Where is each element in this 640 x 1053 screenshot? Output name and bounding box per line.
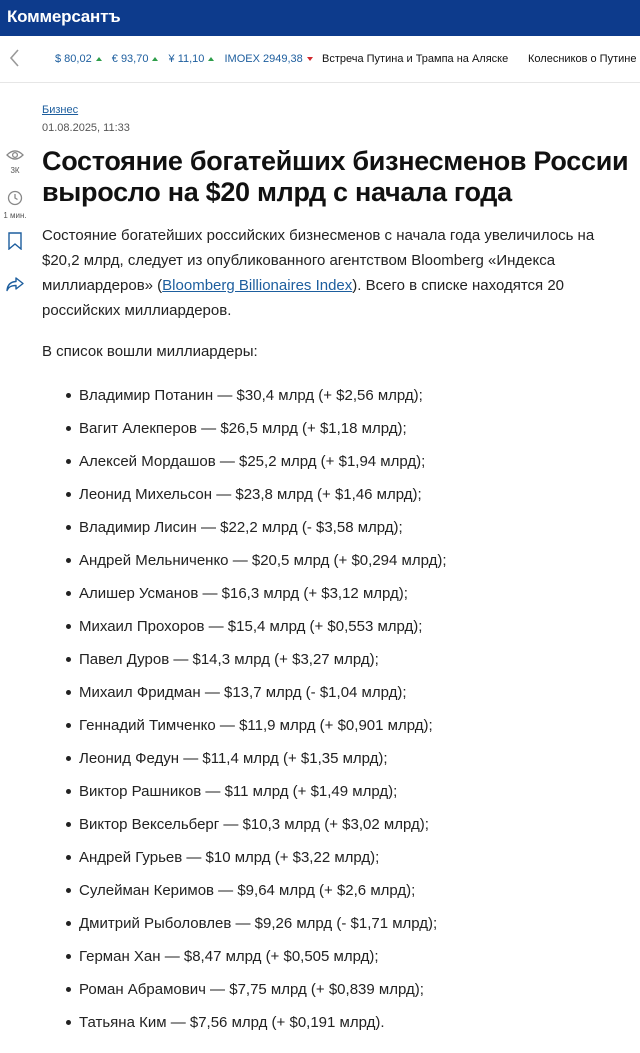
read-time <box>0 190 30 220</box>
eye-icon <box>6 149 24 161</box>
article-title: Состояние богатейших бизнесменов России выросло на $20 млрд с начала года <box>42 146 629 207</box>
views-counter <box>0 148 30 175</box>
ticker-link-putin-trump[interactable]: Встреча Путина и Трампа на Аляске <box>322 53 509 65</box>
quote-cny[interactable]: ¥ 11,10 <box>169 53 215 65</box>
list-item: Алексей Мордашов — $25,2 млрд (+ $1,94 млрд); <box>62 452 447 485</box>
currency-quotes <box>55 53 320 65</box>
list-item: Андрей Мельниченко — $20,5 млрд (+ $0,294 млрд); <box>62 551 447 584</box>
read-time-label: 1 мин. <box>3 211 27 220</box>
lead-text-end: ). Всего в списке находятся 20 российских миллиардеров. <box>42 277 565 319</box>
list-item: Дмитрий Рыболовлев — $9,26 млрд (- $1,71 млрд); <box>62 914 447 947</box>
list-item: Леонид Федун — $11,4 млрд (+ $1,35 млрд); <box>62 749 447 782</box>
lead-text-start: Состояние богатейших российских бизнесменов с начала года увеличилось на $20,2 млрд, следует из опубликованного агентством Bloomberg «Индекса миллиардеров» ( <box>42 227 595 294</box>
list-item: Сулейман Керимов — $9,64 млрд (+ $2,6 млрд); <box>62 881 447 914</box>
ticker-link-kolesnikov[interactable]: Колесников о Путине <box>528 53 637 65</box>
list-item: Леонид Михельсон — $23,8 млрд (+ $1,46 млрд); <box>62 485 447 518</box>
site-header <box>0 0 640 36</box>
list-item: Виктор Вексельберг — $10,3 млрд (+ $3,02 млрд); <box>62 815 447 848</box>
list-item: Андрей Гурьев — $10 млрд (+ $3,22 млрд); <box>62 848 447 881</box>
list-item: Геннадий Тимченко — $11,9 млрд (+ $0,901 млрд); <box>62 716 447 749</box>
share-icon[interactable] <box>6 276 24 292</box>
list-item: Татьяна Ким — $7,56 млрд (+ $0,191 млрд). <box>62 1013 447 1046</box>
billionaires-list <box>62 386 447 1046</box>
chevron-left-icon[interactable] <box>6 47 24 69</box>
quote-eur[interactable]: € 93,70 <box>112 53 159 65</box>
list-intro: В список вошли миллиардеры: <box>42 343 258 360</box>
list-item: Герман Хан — $8,47 млрд (+ $0,505 млрд); <box>62 947 447 980</box>
article-date: 01.08.2025, 11:33 <box>42 122 130 134</box>
list-item: Алишер Усманов — $16,3 млрд (+ $3,12 млрд); <box>62 584 447 617</box>
list-item: Михаил Прохоров — $15,4 млрд (+ $0,553 млрд); <box>62 617 447 650</box>
ticker-bar <box>0 36 640 83</box>
article-lead <box>42 223 632 323</box>
views-count: 3К <box>10 166 20 175</box>
list-item: Роман Абрамович — $7,75 млрд (+ $0,839 млрд); <box>62 980 447 1013</box>
bookmark-icon[interactable] <box>7 232 23 250</box>
quote-usd[interactable]: $ 80,02 <box>55 53 102 65</box>
bloomberg-index-link[interactable]: Bloomberg Billionaires Index <box>162 277 353 294</box>
site-logo[interactable]: Коммерсантъ <box>7 7 121 26</box>
list-item: Владимир Потанин — $30,4 млрд (+ $2,56 млрд); <box>62 386 447 419</box>
bookmark-button[interactable] <box>0 232 30 255</box>
article-rubric[interactable]: Бизнес <box>42 104 79 116</box>
list-item: Михаил Фридман — $13,7 млрд (- $1,04 млрд); <box>62 683 447 716</box>
share-button[interactable] <box>0 276 30 297</box>
list-item: Вагит Алекперов — $26,5 млрд (+ $1,18 млрд); <box>62 419 447 452</box>
list-item: Павел Дуров — $14,3 млрд (+ $3,27 млрд); <box>62 650 447 683</box>
list-item: Владимир Лисин — $22,2 млрд (- $3,58 млрд); <box>62 518 447 551</box>
quote-imoex[interactable]: IMOEX 2949,38 <box>224 53 312 65</box>
list-item: Виктор Рашников — $11 млрд (+ $1,49 млрд); <box>62 782 447 815</box>
clock-icon <box>7 190 23 206</box>
